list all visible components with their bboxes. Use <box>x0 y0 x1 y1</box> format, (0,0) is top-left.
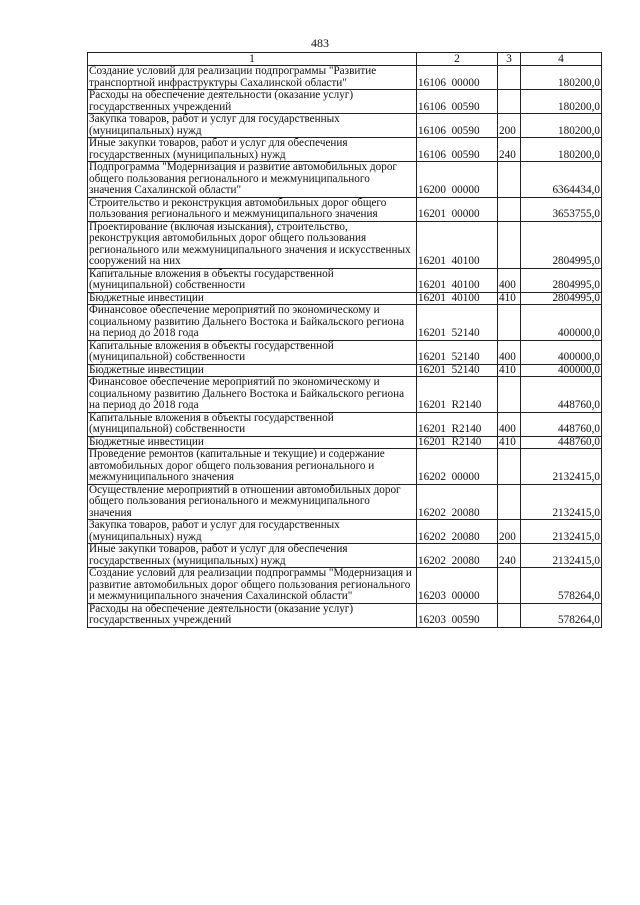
row-type-cell <box>498 603 521 627</box>
row-type-cell: 400 <box>498 340 521 364</box>
row-code-cell: 16201 40100 <box>417 268 498 292</box>
row-name-cell: Капитальные вложения в объекты государственной (муниципальной) собственности <box>88 268 417 292</box>
row-name-cell: Капитальные вложения в объекты государственной (муниципальной) собственности <box>88 340 417 364</box>
row-code-cell: 16106 00590 <box>417 90 498 114</box>
row-amount-cell: 180200,0 <box>521 138 602 162</box>
row-type-cell <box>498 221 521 268</box>
row-code-cell: 16201 40100 <box>417 221 498 268</box>
row-type-cell: 200 <box>498 114 521 138</box>
row-code-cell: 16202 20080 <box>417 544 498 568</box>
header-col-1: 1 <box>88 53 417 66</box>
row-name-cell: Финансовое обеспечение мероприятий по экономическому и социальному развитию Дальнего Востока и Байкальского региона на период до 2018 года <box>88 377 417 413</box>
row-name-cell: Строительство и реконструкция автомобильных дорог общего пользования регионального и межмуниципального значения <box>88 197 417 221</box>
row-amount-cell: 2132415,0 <box>521 484 602 520</box>
table-row <box>88 292 602 305</box>
row-type-cell <box>498 377 521 413</box>
row-type-cell: 240 <box>498 544 521 568</box>
row-amount-cell: 2132415,0 <box>521 449 602 485</box>
row-name-cell: Закупка товаров, работ и услуг для государственных (муниципальных) нужд <box>88 520 417 544</box>
table-header-row <box>88 53 602 66</box>
row-name-cell: Расходы на обеспечение деятельности (оказание услуг) государственных учреждений <box>88 603 417 627</box>
row-code-cell: 16106 00000 <box>417 66 498 90</box>
row-amount-cell: 400000,0 <box>521 364 602 377</box>
row-code-cell: 16201 52140 <box>417 364 498 377</box>
row-type-cell: 240 <box>498 138 521 162</box>
row-code-cell: 16203 00590 <box>417 603 498 627</box>
row-name-cell: Финансовое обеспечение мероприятий по экономическому и социальному развитию Дальнего Востока и Байкальского региона на период до 2018 года <box>88 305 417 341</box>
row-type-cell: 410 <box>498 364 521 377</box>
table-row <box>88 364 602 377</box>
row-code-cell: 16201 R2140 <box>417 436 498 449</box>
row-code-cell: 16106 00590 <box>417 138 498 162</box>
row-name-cell: Расходы на обеспечение деятельности (оказание услуг) государственных учреждений <box>88 90 417 114</box>
row-name-cell: Осуществление мероприятий в отношении автомобильных дорог общего пользования регионального и межмуниципального значения <box>88 484 417 520</box>
row-type-cell <box>498 162 521 198</box>
row-type-cell: 410 <box>498 436 521 449</box>
header-col-2: 2 <box>417 53 498 66</box>
table-row <box>88 377 602 413</box>
row-amount-cell: 2804995,0 <box>521 221 602 268</box>
row-amount-cell: 2804995,0 <box>521 268 602 292</box>
row-code-cell: 16106 00590 <box>417 114 498 138</box>
row-code-cell: 16202 00000 <box>417 449 498 485</box>
row-name-cell: Создание условий для реализации подпрограммы "Развитие транспортной инфраструктуры Сахалинской области" <box>88 66 417 90</box>
table-row <box>88 449 602 485</box>
table-row <box>88 436 602 449</box>
row-amount-cell: 2132415,0 <box>521 544 602 568</box>
row-code-cell: 16201 R2140 <box>417 377 498 413</box>
row-type-cell: 400 <box>498 412 521 436</box>
table-row <box>88 268 602 292</box>
row-code-cell: 16200 00000 <box>417 162 498 198</box>
row-amount-cell: 448760,0 <box>521 377 602 413</box>
row-code-cell: 16202 20080 <box>417 484 498 520</box>
table-row <box>88 568 602 604</box>
row-type-cell <box>498 66 521 90</box>
table-row <box>88 305 602 341</box>
row-amount-cell: 3653755,0 <box>521 197 602 221</box>
row-name-cell: Проведение ремонтов (капитальные и текущие) и содержание автомобильных дорог общего пользования регионального и межмуниципального значения <box>88 449 417 485</box>
row-type-cell <box>498 90 521 114</box>
row-amount-cell: 400000,0 <box>521 305 602 341</box>
row-type-cell: 410 <box>498 292 521 305</box>
row-amount-cell: 448760,0 <box>521 412 602 436</box>
row-type-cell <box>498 568 521 604</box>
row-amount-cell: 180200,0 <box>521 90 602 114</box>
row-type-cell <box>498 449 521 485</box>
table-row <box>88 66 602 90</box>
row-code-cell: 16202 20080 <box>417 520 498 544</box>
table-row <box>88 412 602 436</box>
row-code-cell: 16203 00000 <box>417 568 498 604</box>
row-type-cell <box>498 197 521 221</box>
row-name-cell: Иные закупки товаров, работ и услуг для обеспечения государственных (муниципальных) нужд <box>88 544 417 568</box>
row-name-cell: Проектирование (включая изыскания), строительство, реконструкция автомобильных дорог общего пользования регионального или межмуниципального значения и искусственных сооружений на них <box>88 221 417 268</box>
row-name-cell: Бюджетные инвестиции <box>88 436 417 449</box>
table-body <box>88 66 602 628</box>
row-type-cell: 200 <box>498 520 521 544</box>
table-row <box>88 90 602 114</box>
table-row <box>88 520 602 544</box>
table-row <box>88 138 602 162</box>
row-amount-cell: 6364434,0 <box>521 162 602 198</box>
row-amount-cell: 578264,0 <box>521 568 602 604</box>
row-type-cell: 400 <box>498 268 521 292</box>
row-name-cell: Подпрограмма "Модернизация и развитие автомобильных дорог общего пользования регионального и межмуниципального значения Сахалинской области" <box>88 162 417 198</box>
row-type-cell <box>498 484 521 520</box>
header-col-4: 4 <box>521 53 602 66</box>
row-code-cell: 16201 40100 <box>417 292 498 305</box>
row-name-cell: Бюджетные инвестиции <box>88 292 417 305</box>
row-name-cell: Закупка товаров, работ и услуг для государственных (муниципальных) нужд <box>88 114 417 138</box>
budget-table <box>87 52 602 628</box>
table-row <box>88 603 602 627</box>
page-number: 483 <box>311 36 329 50</box>
row-amount-cell: 2132415,0 <box>521 520 602 544</box>
table-row <box>88 162 602 198</box>
table-row <box>88 114 602 138</box>
row-code-cell: 16201 52140 <box>417 305 498 341</box>
table-row <box>88 221 602 268</box>
row-amount-cell: 448760,0 <box>521 436 602 449</box>
table-row <box>88 340 602 364</box>
row-name-cell: Иные закупки товаров, работ и услуг для обеспечения государственных (муниципальных) нужд <box>88 138 417 162</box>
row-code-cell: 16201 52140 <box>417 340 498 364</box>
table-row <box>88 544 602 568</box>
row-amount-cell: 578264,0 <box>521 603 602 627</box>
row-name-cell: Создание условий для реализации подпрограммы "Модернизация и развитие автомобильных дорог общего пользования регионального и межмуниципального значения Сахалинской области" <box>88 568 417 604</box>
row-amount-cell: 400000,0 <box>521 340 602 364</box>
row-type-cell <box>498 305 521 341</box>
table-row <box>88 197 602 221</box>
row-amount-cell: 180200,0 <box>521 66 602 90</box>
row-amount-cell: 2804995,0 <box>521 292 602 305</box>
row-code-cell: 16201 R2140 <box>417 412 498 436</box>
row-name-cell: Бюджетные инвестиции <box>88 364 417 377</box>
row-amount-cell: 180200,0 <box>521 114 602 138</box>
table-row <box>88 484 602 520</box>
row-name-cell: Капитальные вложения в объекты государственной (муниципальной) собственности <box>88 412 417 436</box>
row-code-cell: 16201 00000 <box>417 197 498 221</box>
header-col-3: 3 <box>498 53 521 66</box>
